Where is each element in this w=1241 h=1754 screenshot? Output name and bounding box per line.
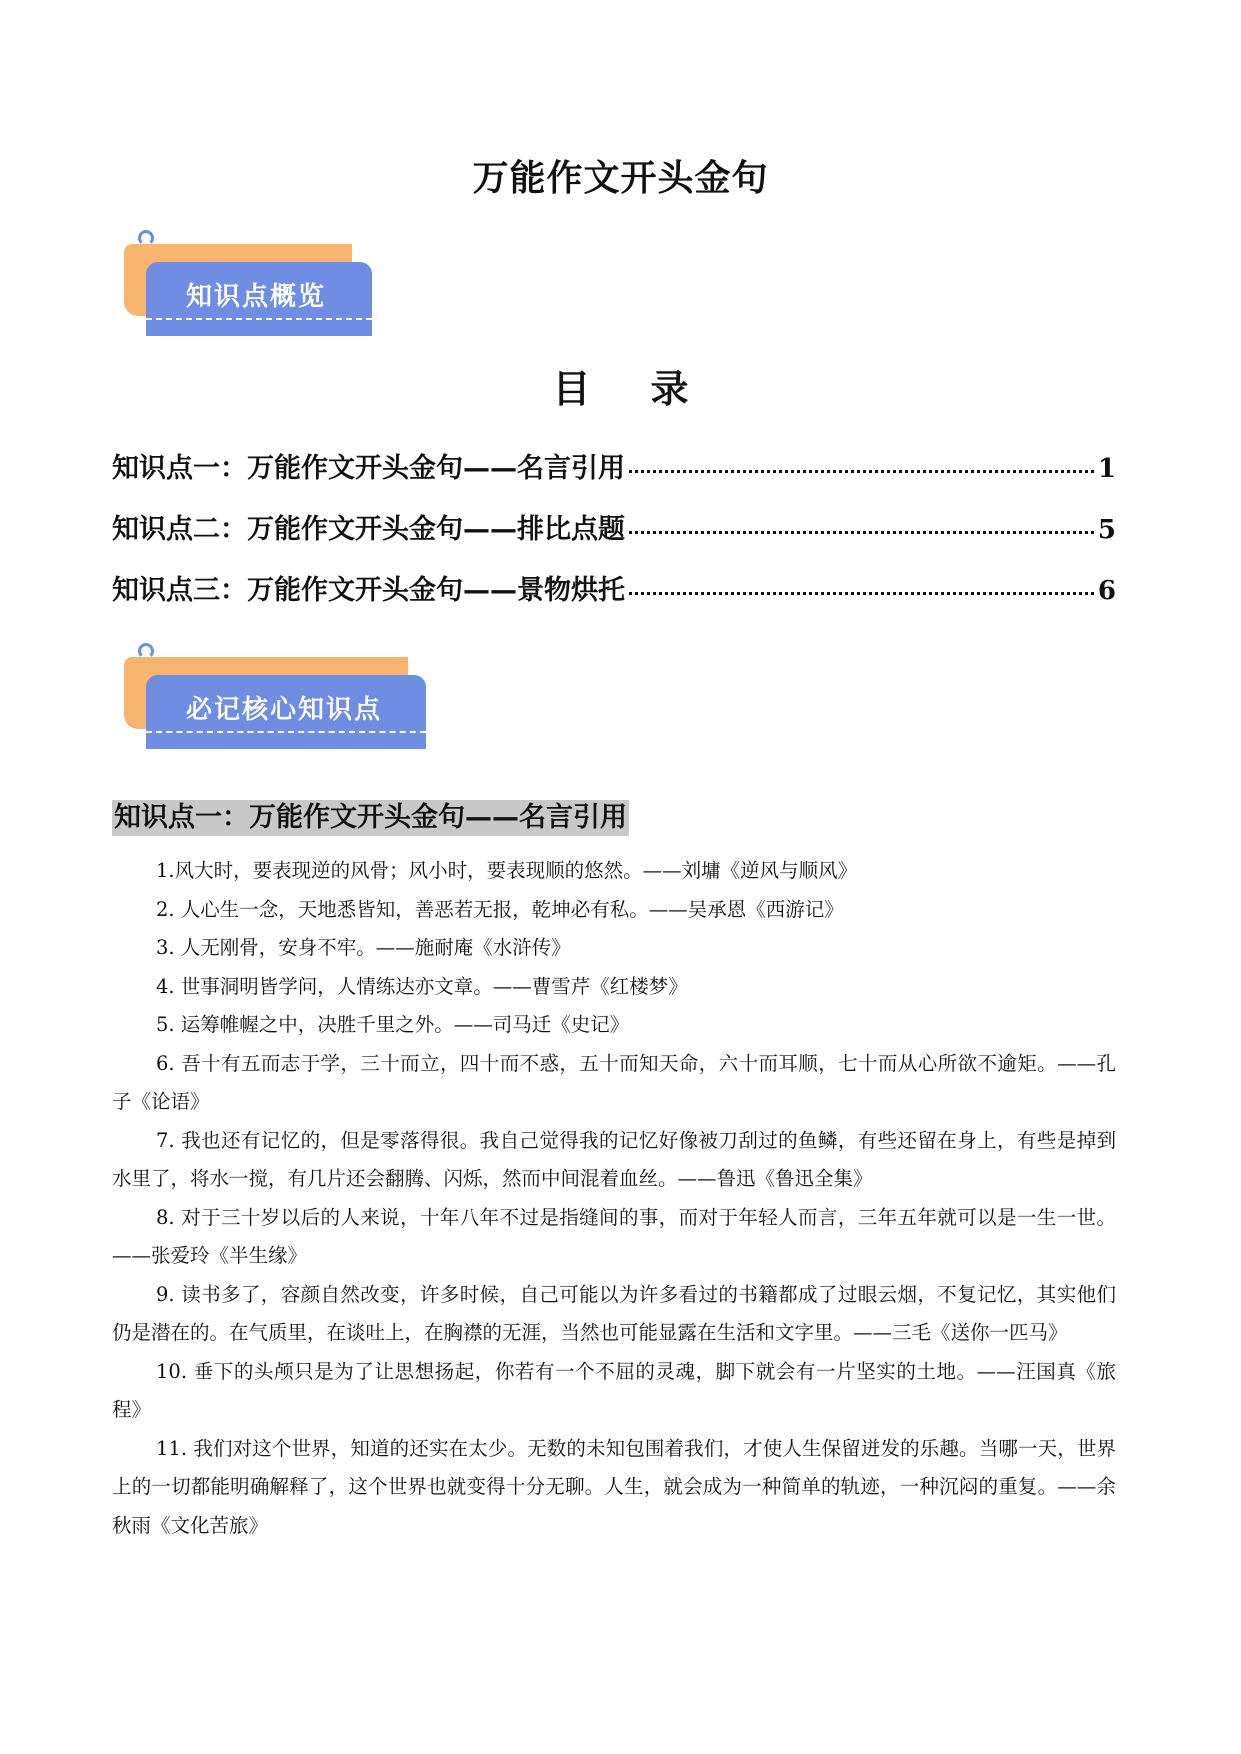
- quote-item: 8. 对于三十岁以后的人来说，十年八年不过是指缝间的事，而对于年轻人而言，三年五年就可以是一生一世。——张爱玲《半生缘》: [112, 1205, 1116, 1267]
- toc-title-char: 目: [552, 367, 591, 411]
- overview-badge-label: 知识点概览: [186, 282, 327, 312]
- table-of-contents: [112, 446, 1116, 629]
- toc-item-text: 知识点二：万能作文开头金句——排比点题: [112, 514, 625, 545]
- toc-item-page: 1: [1097, 454, 1116, 484]
- quote-list: [112, 852, 1116, 1545]
- toc-dot-leader: [629, 531, 1094, 534]
- toc-item-1[interactable]: [112, 446, 1116, 507]
- section-heading: 知识点一：万能作文开头金句——名言引用: [112, 800, 629, 836]
- toc-dot-leader: [629, 470, 1094, 473]
- toc-item-text: 知识点三：万能作文开头金句——景物烘托: [112, 575, 625, 606]
- quote-item: 1.风大时，要表现逆的风骨；风小时，要表现顺的悠然。——刘墉《逆风与顺风》: [156, 859, 858, 882]
- toc-dot-leader: [629, 592, 1094, 595]
- quote-item: 7. 我也还有记忆的，但是零落得很。我自己觉得我的记忆好像被刀刮过的鱼鳞，有些还留在身上，有些是掉到水里了，将水一搅，有几片还会翻腾、闪烁，然而中间混着血丝。——鲁迅《鲁迅全集》: [112, 1128, 1116, 1190]
- quote-item: 4. 世事洞明皆学问，人情练达亦文章。——曹雪芹《红楼梦》: [156, 974, 688, 998]
- badge-dashed-line: [146, 318, 372, 320]
- quote-item: 11. 我们对这个世界，知道的还实在太少。无数的未知包围着我们，才使人生保留迸发的乐趣。当哪一天，世界上的一切都能明确解释了，这个世界也就变得十分无聊。人生，就会成为一种简单的轨迹，一种沉闷的重复。——余秋雨《文化苦旅》: [112, 1436, 1116, 1537]
- toc-item-page: 6: [1097, 576, 1116, 606]
- quote-item: 5. 运筹帷幄之中，决胜千里之外。——司马迁《史记》: [156, 1013, 630, 1036]
- badge-front-tab: [146, 675, 426, 749]
- toc-item-3[interactable]: [112, 568, 1116, 629]
- toc-title: [0, 358, 1241, 413]
- quote-item: 3. 人无刚骨，安身不牢。——施耐庵《水浒传》: [156, 936, 571, 959]
- core-badge-label: 必记核心知识点: [186, 695, 383, 725]
- badge-dashed-line: [146, 731, 426, 733]
- toc-title-char: 录: [650, 367, 689, 411]
- toc-item-text: 知识点一：万能作文开头金句——名言引用: [112, 453, 625, 484]
- toc-item-2[interactable]: [112, 507, 1116, 568]
- badge-front-tab: [146, 262, 372, 336]
- quote-item: 2. 人心生一念，天地悉皆知，善恶若无报，乾坤必有私。——吴承恩《西游记》: [156, 897, 844, 921]
- quote-item: 9. 读书多了，容颜自然改变，许多时候，自己可能以为许多看过的书籍都成了过眼云烟，不复记忆，其实他们仍是潜在的。在气质里，在谈吐上，在胸襟的无涯，当然也可能显露在生活和文字里。——三毛《送你一匹马》: [112, 1282, 1116, 1344]
- page-title: 万能作文开头金句: [472, 158, 769, 199]
- quote-item: 10. 垂下的头颅只是为了让思想扬起，你若有一个不屈的灵魂，脚下就会有一片坚实的土地。——汪国真《旅程》: [112, 1359, 1116, 1421]
- quote-item: 6. 吾十有五而志于学，三十而立，四十而不惑，五十而知天命，六十而耳顺，七十而从心所欲不逾矩。——孔子《论语》: [112, 1051, 1116, 1113]
- toc-item-page: 5: [1097, 515, 1116, 545]
